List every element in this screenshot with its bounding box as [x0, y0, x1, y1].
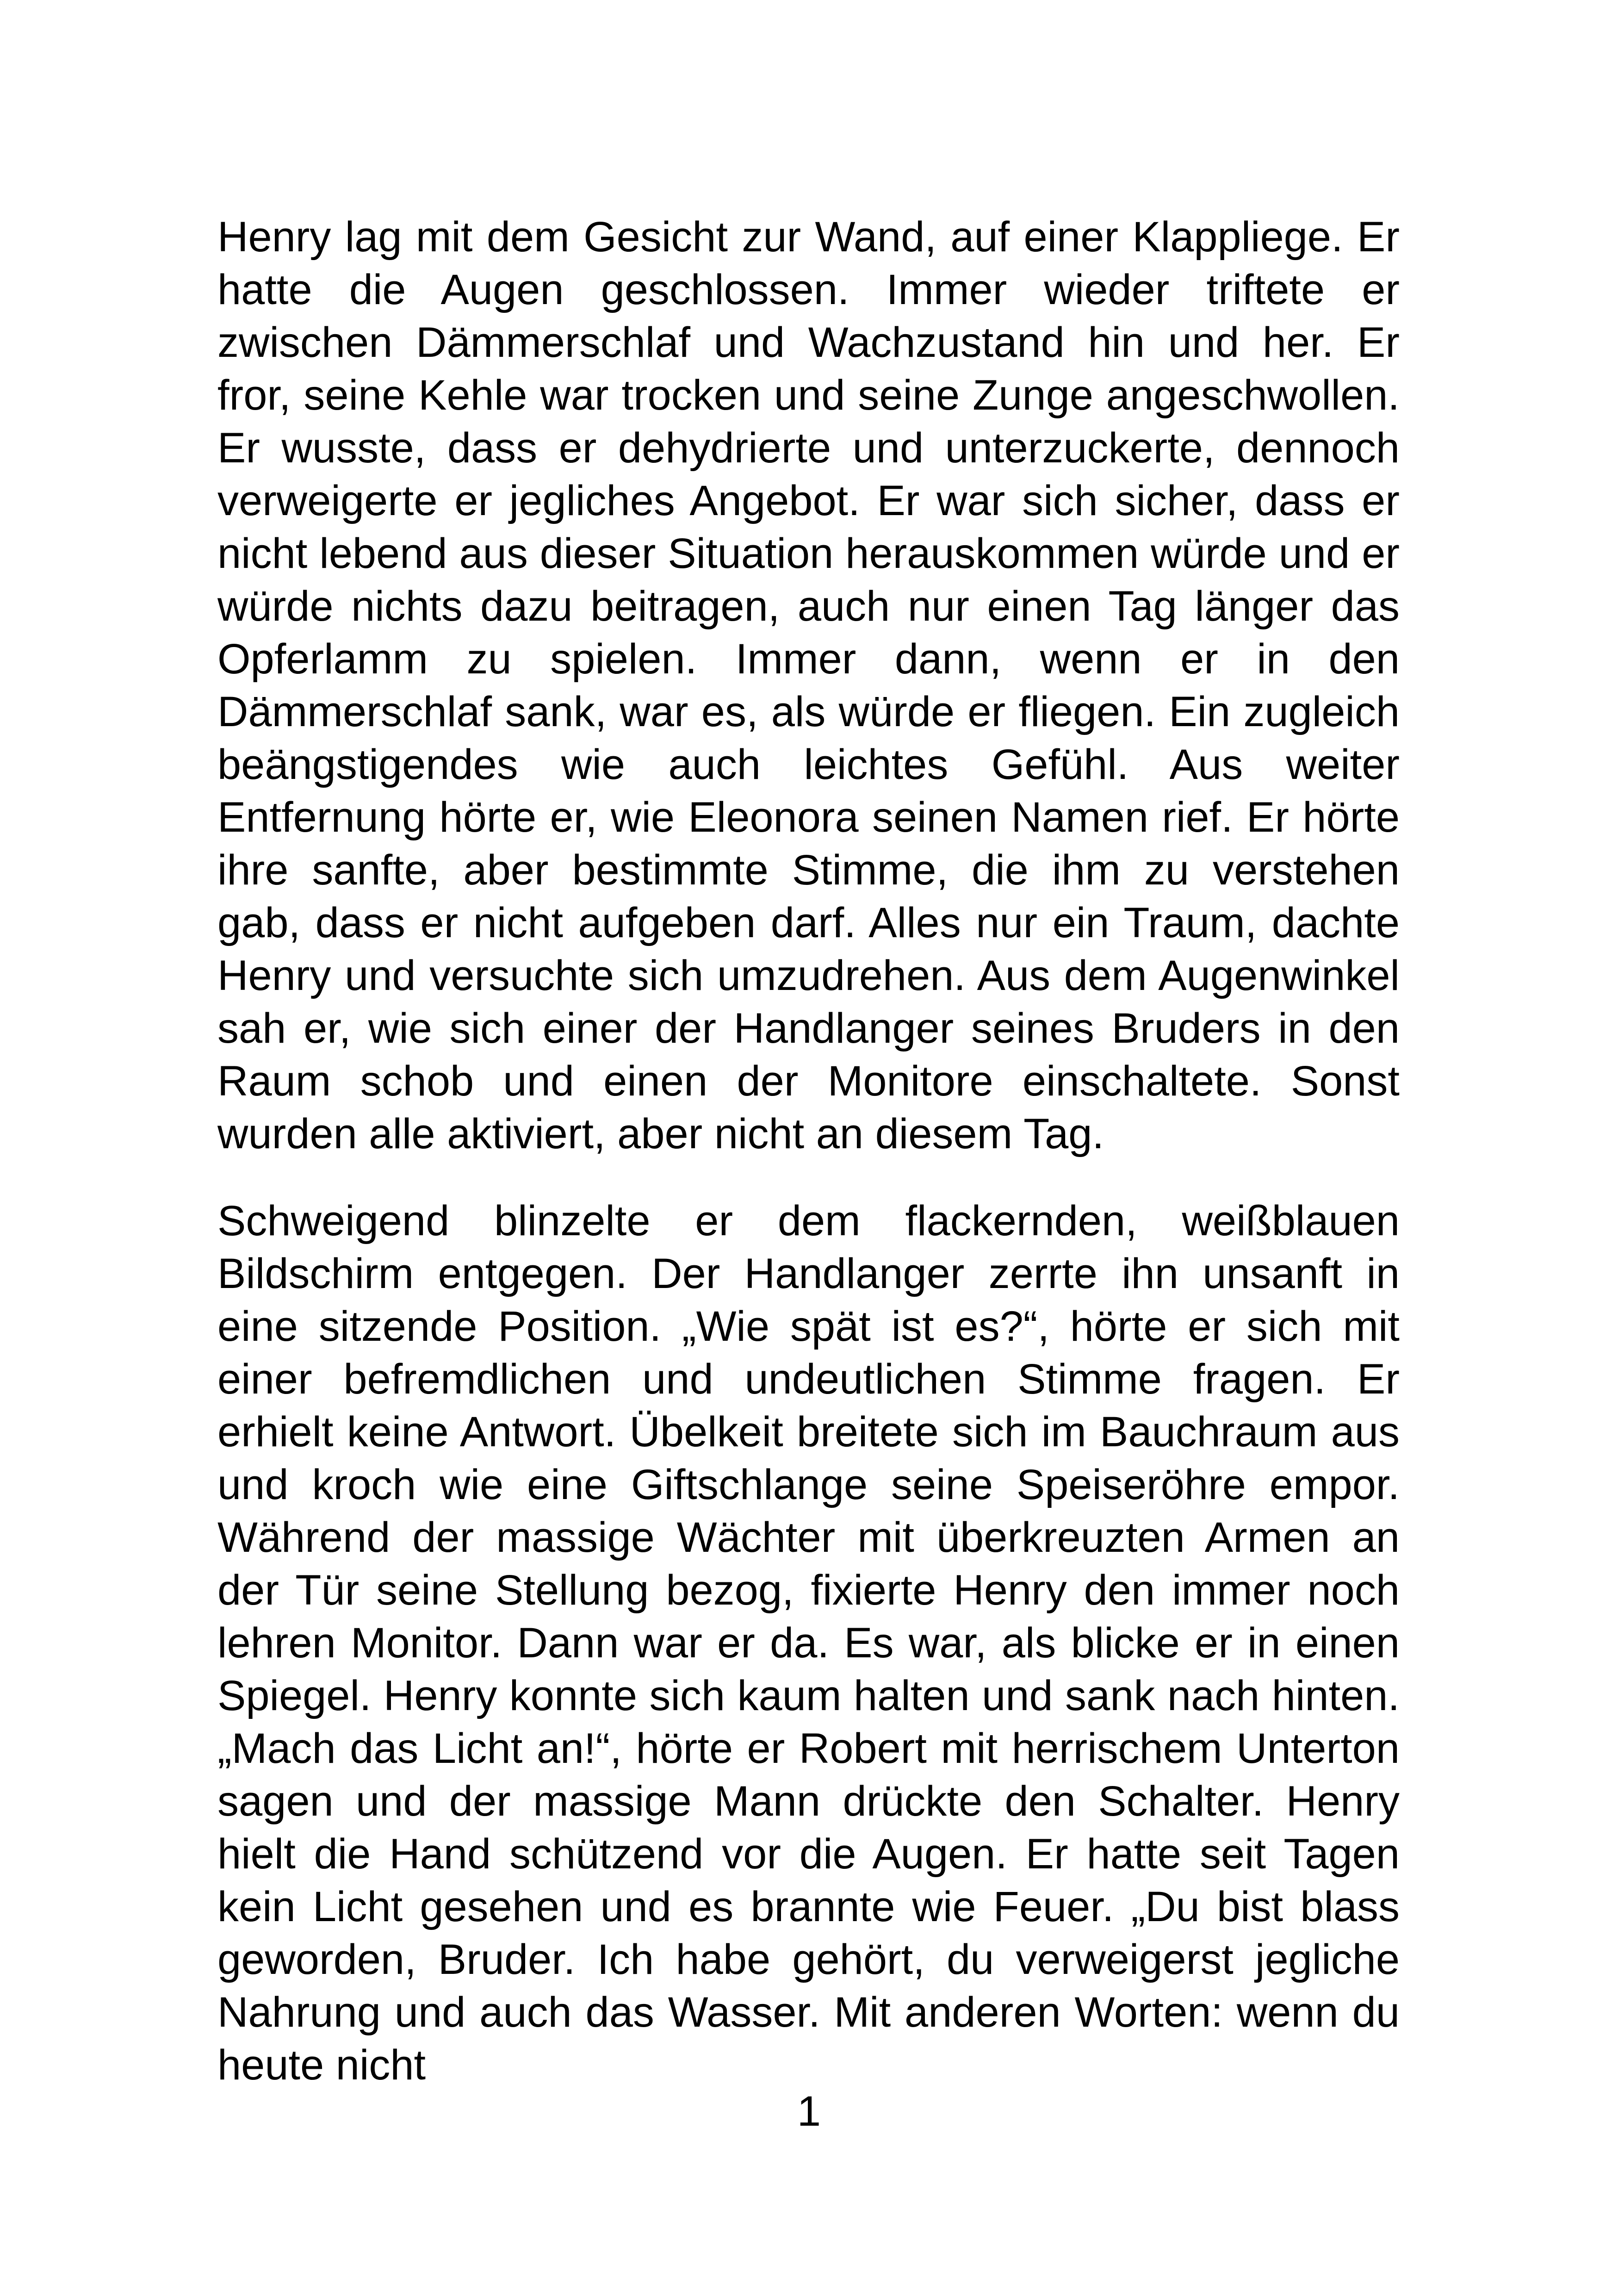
paragraph-1: Henry lag mit dem Gesicht zur Wand, auf einer Klappliege. Er hatte die Augen geschlossen. Immer wieder triftete er zwischen Dämmerschlaf und Wachzustand hin und her. Er fror, seine Kehle war trocken und seine Zunge angeschwollen. Er wusste, dass er dehydrierte und unterzuckerte, dennoch verweigerte er jegliches Angebot. Er war sich sicher, dass er nicht lebend aus dieser Situation herauskommen würde und er würde nichts dazu beitragen, auch nur einen Tag länger das Opferlamm zu spielen. Immer dann, wenn er in den Dämmerschlaf sank, war es, als würde er fliegen. Ein zugleich beängstigendes wie auch leichtes Gefühl. Aus weiter Entfernung hörte er, wie Eleonora seinen Namen rief. Er hörte ihre sanfte, aber bestimmte Stimme, die ihm zu verstehen gab, dass er nicht aufgeben darf. Alles nur ein Traum, dachte Henry und versuchte sich umzudrehen. Aus dem Augenwinkel sah er, wie sich einer der Handlanger seines Bruders in den Raum schob und einen der Monitore einschaltete. Sonst wurden alle aktiviert, aber nicht an diesem Tag. [217, 213, 1400, 1157]
paragraph-2: Schweigend blinzelte er dem flackernden, weißblauen Bildschirm entgegen. Der Handlanger zerrte ihn unsanft in eine sitzende Position. „Wie spät ist es?“, hörte er sich mit einer befremdlichen und undeutlichen Stimme fragen. Er erhielt keine Antwort. Übelkeit breitete sich im Bauchraum aus und kroch wie eine Giftschlange seine Speiseröhre empor. Während der massige Wächter mit überkreuzten Armen an der Tür seine Stellung bezog, fixierte Henry den immer noch lehren Monitor. Dann war er da. Es war, als blicke er in einen Spiegel. Henry konnte sich kaum halten und sank nach hinten. „Mach das Licht an!“, hörte er Robert mit herrischem Unterton sagen und der massige Mann drückte den Schalter. Henry hielt die Hand schützend vor die Augen. Er hatte seit Tagen kein Licht gesehen und es brannte wie Feuer. „Du bist blass geworden, Bruder. Ich habe gehört, du verweigerst jegliche Nahrung und auch das Wasser. Mit anderen Worten: wenn du heute nicht [217, 1197, 1400, 2089]
page-number: 1 [797, 2088, 821, 2135]
body-text [217, 211, 1400, 2091]
